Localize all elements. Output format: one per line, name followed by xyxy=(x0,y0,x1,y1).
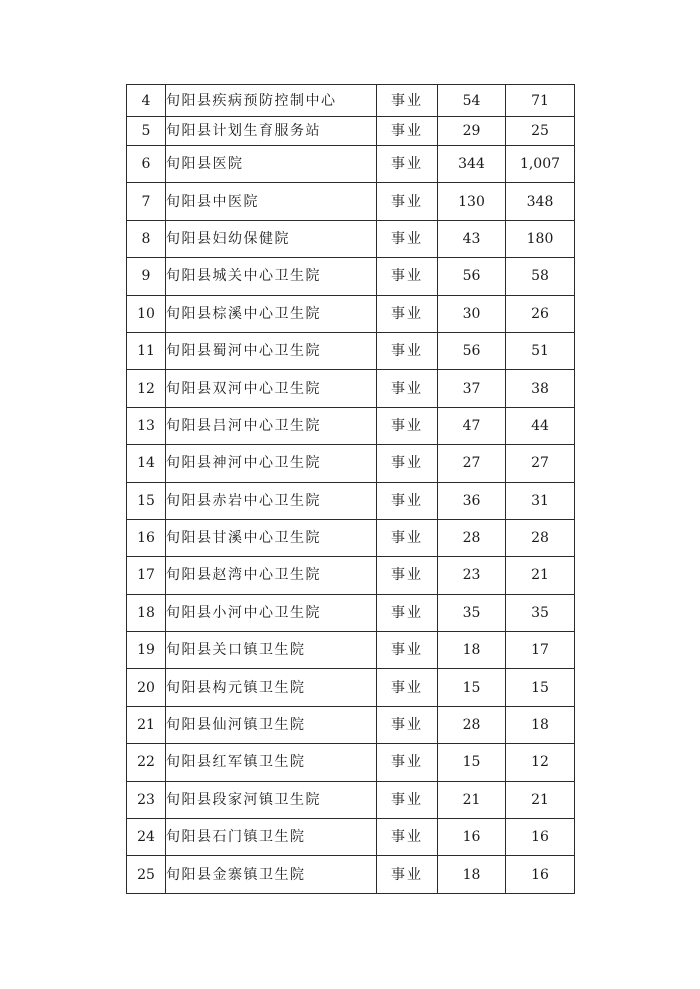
value-a-cell: 37 xyxy=(438,370,506,407)
value-b-cell: 1,007 xyxy=(506,146,575,183)
value-b-cell: 51 xyxy=(506,332,575,369)
row-number-cell: 20 xyxy=(127,669,166,706)
institution-type-cell: 事业 xyxy=(377,370,438,407)
value-a-cell: 56 xyxy=(438,332,506,369)
institutions-table xyxy=(126,84,575,894)
row-number-cell: 17 xyxy=(127,557,166,594)
value-a-cell: 15 xyxy=(438,744,506,781)
institution-name-cell: 旬阳县石门镇卫生院 xyxy=(166,819,377,856)
table-row xyxy=(127,117,575,146)
value-b-cell: 12 xyxy=(506,744,575,781)
table-row xyxy=(127,146,575,183)
institution-type-cell: 事业 xyxy=(377,258,438,295)
institution-type-cell: 事业 xyxy=(377,407,438,444)
table-row xyxy=(127,332,575,369)
table-row xyxy=(127,706,575,743)
institution-type-cell: 事业 xyxy=(377,632,438,669)
value-b-cell: 71 xyxy=(506,85,575,117)
table-row xyxy=(127,85,575,117)
row-number-cell: 21 xyxy=(127,706,166,743)
value-b-cell: 21 xyxy=(506,557,575,594)
value-a-cell: 16 xyxy=(438,819,506,856)
value-b-cell: 58 xyxy=(506,258,575,295)
value-a-cell: 23 xyxy=(438,557,506,594)
table-row xyxy=(127,220,575,257)
institution-type-cell: 事业 xyxy=(377,85,438,117)
institution-type-cell: 事业 xyxy=(377,183,438,220)
value-a-cell: 15 xyxy=(438,669,506,706)
value-b-cell: 16 xyxy=(506,819,575,856)
value-b-cell: 26 xyxy=(506,295,575,332)
value-a-cell: 36 xyxy=(438,482,506,519)
value-a-cell: 29 xyxy=(438,117,506,146)
value-b-cell: 35 xyxy=(506,594,575,631)
row-number-cell: 8 xyxy=(127,220,166,257)
value-b-cell: 28 xyxy=(506,519,575,556)
value-b-cell: 27 xyxy=(506,445,575,482)
value-a-cell: 18 xyxy=(438,856,506,893)
table-row xyxy=(127,744,575,781)
value-b-cell: 17 xyxy=(506,632,575,669)
row-number-cell: 15 xyxy=(127,482,166,519)
institution-type-cell: 事业 xyxy=(377,744,438,781)
institution-name-cell: 旬阳县吕河中心卫生院 xyxy=(166,407,377,444)
row-number-cell: 7 xyxy=(127,183,166,220)
table-row xyxy=(127,482,575,519)
row-number-cell: 19 xyxy=(127,632,166,669)
value-b-cell: 21 xyxy=(506,781,575,818)
institution-type-cell: 事业 xyxy=(377,856,438,893)
institution-name-cell: 旬阳县双河中心卫生院 xyxy=(166,370,377,407)
table-row xyxy=(127,669,575,706)
institution-type-cell: 事业 xyxy=(377,220,438,257)
institution-name-cell: 旬阳县红军镇卫生院 xyxy=(166,744,377,781)
value-a-cell: 344 xyxy=(438,146,506,183)
table-row xyxy=(127,557,575,594)
value-b-cell: 31 xyxy=(506,482,575,519)
value-a-cell: 56 xyxy=(438,258,506,295)
value-b-cell: 15 xyxy=(506,669,575,706)
table-row xyxy=(127,632,575,669)
value-a-cell: 18 xyxy=(438,632,506,669)
institution-name-cell: 旬阳县计划生育服务站 xyxy=(166,117,377,146)
row-number-cell: 23 xyxy=(127,781,166,818)
row-number-cell: 6 xyxy=(127,146,166,183)
value-a-cell: 43 xyxy=(438,220,506,257)
institution-name-cell: 旬阳县小河中心卫生院 xyxy=(166,594,377,631)
row-number-cell: 25 xyxy=(127,856,166,893)
institution-name-cell: 旬阳县金寨镇卫生院 xyxy=(166,856,377,893)
institution-name-cell: 旬阳县妇幼保健院 xyxy=(166,220,377,257)
value-a-cell: 28 xyxy=(438,706,506,743)
value-b-cell: 38 xyxy=(506,370,575,407)
institution-name-cell: 旬阳县医院 xyxy=(166,146,377,183)
value-b-cell: 25 xyxy=(506,117,575,146)
institution-name-cell: 旬阳县中医院 xyxy=(166,183,377,220)
table-row xyxy=(127,295,575,332)
row-number-cell: 4 xyxy=(127,85,166,117)
row-number-cell: 16 xyxy=(127,519,166,556)
row-number-cell: 12 xyxy=(127,370,166,407)
institution-type-cell: 事业 xyxy=(377,445,438,482)
institution-name-cell: 旬阳县城关中心卫生院 xyxy=(166,258,377,295)
table-row xyxy=(127,519,575,556)
institution-name-cell: 旬阳县甘溪中心卫生院 xyxy=(166,519,377,556)
value-b-cell: 180 xyxy=(506,220,575,257)
institution-type-cell: 事业 xyxy=(377,519,438,556)
value-a-cell: 47 xyxy=(438,407,506,444)
value-b-cell: 16 xyxy=(506,856,575,893)
institution-name-cell: 旬阳县赤岩中心卫生院 xyxy=(166,482,377,519)
table-row xyxy=(127,407,575,444)
table-body xyxy=(127,85,575,894)
row-number-cell: 14 xyxy=(127,445,166,482)
table-row xyxy=(127,258,575,295)
table-row xyxy=(127,445,575,482)
institution-name-cell: 旬阳县疾病预防控制中心 xyxy=(166,85,377,117)
value-b-cell: 44 xyxy=(506,407,575,444)
table-row xyxy=(127,594,575,631)
table-row xyxy=(127,183,575,220)
row-number-cell: 10 xyxy=(127,295,166,332)
institution-name-cell: 旬阳县蜀河中心卫生院 xyxy=(166,332,377,369)
row-number-cell: 13 xyxy=(127,407,166,444)
institution-type-cell: 事业 xyxy=(377,557,438,594)
row-number-cell: 5 xyxy=(127,117,166,146)
row-number-cell: 24 xyxy=(127,819,166,856)
institution-type-cell: 事业 xyxy=(377,706,438,743)
row-number-cell: 22 xyxy=(127,744,166,781)
value-a-cell: 27 xyxy=(438,445,506,482)
institution-type-cell: 事业 xyxy=(377,669,438,706)
table-row xyxy=(127,370,575,407)
value-a-cell: 54 xyxy=(438,85,506,117)
institution-type-cell: 事业 xyxy=(377,332,438,369)
value-a-cell: 35 xyxy=(438,594,506,631)
institution-name-cell: 旬阳县棕溪中心卫生院 xyxy=(166,295,377,332)
institution-name-cell: 旬阳县神河中心卫生院 xyxy=(166,445,377,482)
table-row xyxy=(127,856,575,893)
row-number-cell: 9 xyxy=(127,258,166,295)
value-a-cell: 130 xyxy=(438,183,506,220)
institution-type-cell: 事业 xyxy=(377,295,438,332)
institution-name-cell: 旬阳县构元镇卫生院 xyxy=(166,669,377,706)
row-number-cell: 11 xyxy=(127,332,166,369)
institution-type-cell: 事业 xyxy=(377,819,438,856)
institution-name-cell: 旬阳县仙河镇卫生院 xyxy=(166,706,377,743)
institution-name-cell: 旬阳县关口镇卫生院 xyxy=(166,632,377,669)
value-a-cell: 21 xyxy=(438,781,506,818)
institution-name-cell: 旬阳县段家河镇卫生院 xyxy=(166,781,377,818)
value-b-cell: 18 xyxy=(506,706,575,743)
institution-type-cell: 事业 xyxy=(377,781,438,818)
table-row xyxy=(127,781,575,818)
institution-type-cell: 事业 xyxy=(377,482,438,519)
institution-name-cell: 旬阳县赵湾中心卫生院 xyxy=(166,557,377,594)
institution-type-cell: 事业 xyxy=(377,117,438,146)
institution-type-cell: 事业 xyxy=(377,146,438,183)
row-number-cell: 18 xyxy=(127,594,166,631)
institution-type-cell: 事业 xyxy=(377,594,438,631)
value-a-cell: 30 xyxy=(438,295,506,332)
value-b-cell: 348 xyxy=(506,183,575,220)
table-row xyxy=(127,819,575,856)
value-a-cell: 28 xyxy=(438,519,506,556)
